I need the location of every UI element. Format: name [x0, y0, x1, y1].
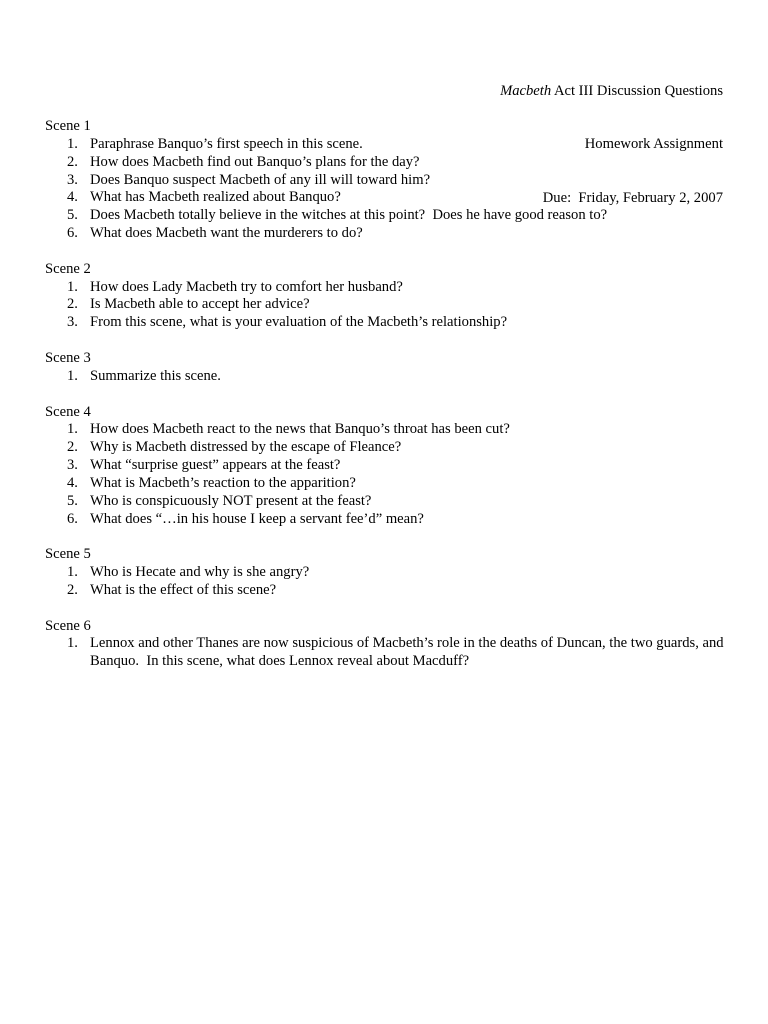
question-item: [45, 172, 725, 190]
question-item: [45, 136, 725, 154]
scene-heading: Scene 1: [45, 118, 91, 134]
question-number: 1.: [67, 135, 78, 152]
question-number: 2.: [67, 153, 78, 170]
question-text: What is the effect of this scene?: [90, 581, 277, 598]
question-item: [45, 154, 725, 172]
question-text: Is Macbeth able to accept her advice?: [90, 296, 310, 313]
question-item: [45, 421, 725, 439]
question-item: [45, 439, 725, 457]
scene-heading: Scene 2: [45, 260, 91, 277]
question-number: 1.: [67, 367, 78, 384]
question-text: Paraphrase Banquo’s first speech in this scene.: [90, 135, 363, 152]
question-text: What has Macbeth realized about Banquo?: [90, 189, 341, 206]
question-number: 3.: [67, 171, 78, 188]
question-number: 2.: [67, 296, 78, 313]
question-text: What does Macbeth want the murderers to do?: [90, 225, 363, 242]
question-number: 5.: [67, 492, 78, 509]
assignment-title-rest: Act III Discussion Questions: [551, 82, 723, 99]
question-number: 3.: [67, 314, 78, 331]
play-title: Macbeth: [500, 82, 552, 99]
question-number: 4.: [67, 189, 78, 206]
question-list: [45, 136, 725, 243]
assignment-subtitle: Homework Assignment: [584, 136, 723, 153]
scene-section: [45, 546, 725, 600]
question-text: What “surprise guest” appears at the feast?: [90, 457, 341, 474]
question-text: Who is conspicuously NOT present at the feast?: [90, 492, 372, 509]
scene-heading: Scene 5: [45, 546, 91, 563]
question-list: [45, 635, 728, 671]
question-text: Who is Hecate and why is she angry?: [90, 564, 310, 581]
question-text: Why is Macbeth distressed by the escape of Fleance?: [90, 439, 402, 456]
scene-section: [45, 617, 728, 672]
question-list: [45, 421, 725, 528]
question-list: [45, 279, 725, 333]
question-text: Does Banquo suspect Macbeth of any ill will toward him?: [90, 171, 431, 188]
question-item: [45, 207, 725, 225]
question-item: [45, 225, 725, 243]
question-sections: [45, 118, 728, 689]
question-text: How does Lady Macbeth try to comfort her husband?: [90, 278, 403, 295]
question-item: [45, 582, 725, 600]
question-number: 6.: [67, 510, 78, 527]
question-text: How does Macbeth find out Banquo’s plans for the day?: [90, 153, 420, 170]
question-text: What is Macbeth’s reaction to the apparition?: [90, 474, 356, 491]
question-item: [45, 314, 725, 332]
question-item: [45, 368, 725, 386]
question-item: [45, 457, 725, 475]
question-item: [45, 511, 725, 529]
scene-section: [45, 118, 725, 243]
question-item: [45, 564, 725, 582]
question-item: [45, 493, 725, 511]
question-list: [45, 564, 725, 600]
scene-section: [45, 350, 725, 386]
scene-heading: Scene 4: [45, 403, 91, 420]
question-item: [45, 635, 728, 671]
scene-heading: Scene 3: [45, 349, 91, 366]
question-item: [45, 189, 725, 207]
question-text: Summarize this scene.: [90, 367, 221, 384]
question-text: Lennox and other Thanes are now suspicious of Macbeth’s role in the deaths of Duncan, the two guards, and Banquo. In this scene, what does Lennox reveal about Macduff?: [90, 635, 728, 670]
assignment-title: [500, 83, 723, 101]
question-text: What does “…in his house I keep a servant fee’d” mean?: [90, 510, 424, 527]
scene-section: [45, 261, 725, 332]
question-number: 6.: [67, 225, 78, 242]
question-number: 5.: [67, 207, 78, 224]
question-list: [45, 368, 725, 386]
question-number: 4.: [67, 474, 78, 491]
question-text: Does Macbeth totally believe in the witches at this point? Does he have good reason to?: [90, 207, 608, 224]
due-date: Due: Friday, February 2, 2007: [542, 189, 723, 206]
question-number: 3.: [67, 457, 78, 474]
question-number: 2.: [67, 439, 78, 456]
scene-heading: Scene 6: [45, 617, 91, 634]
question-number: 1.: [67, 564, 78, 581]
question-number: 1.: [67, 635, 78, 652]
question-number: 2.: [67, 581, 78, 598]
question-text: From this scene, what is your evaluation of the Macbeth’s relationship?: [90, 314, 508, 331]
question-number: 1.: [67, 421, 78, 438]
scene-section: [45, 404, 725, 529]
question-item: [45, 296, 725, 314]
question-item: [45, 475, 725, 493]
question-number: 1.: [67, 278, 78, 295]
question-text: How does Macbeth react to the news that Banquo’s throat has been cut?: [90, 421, 510, 438]
question-item: [45, 279, 725, 297]
